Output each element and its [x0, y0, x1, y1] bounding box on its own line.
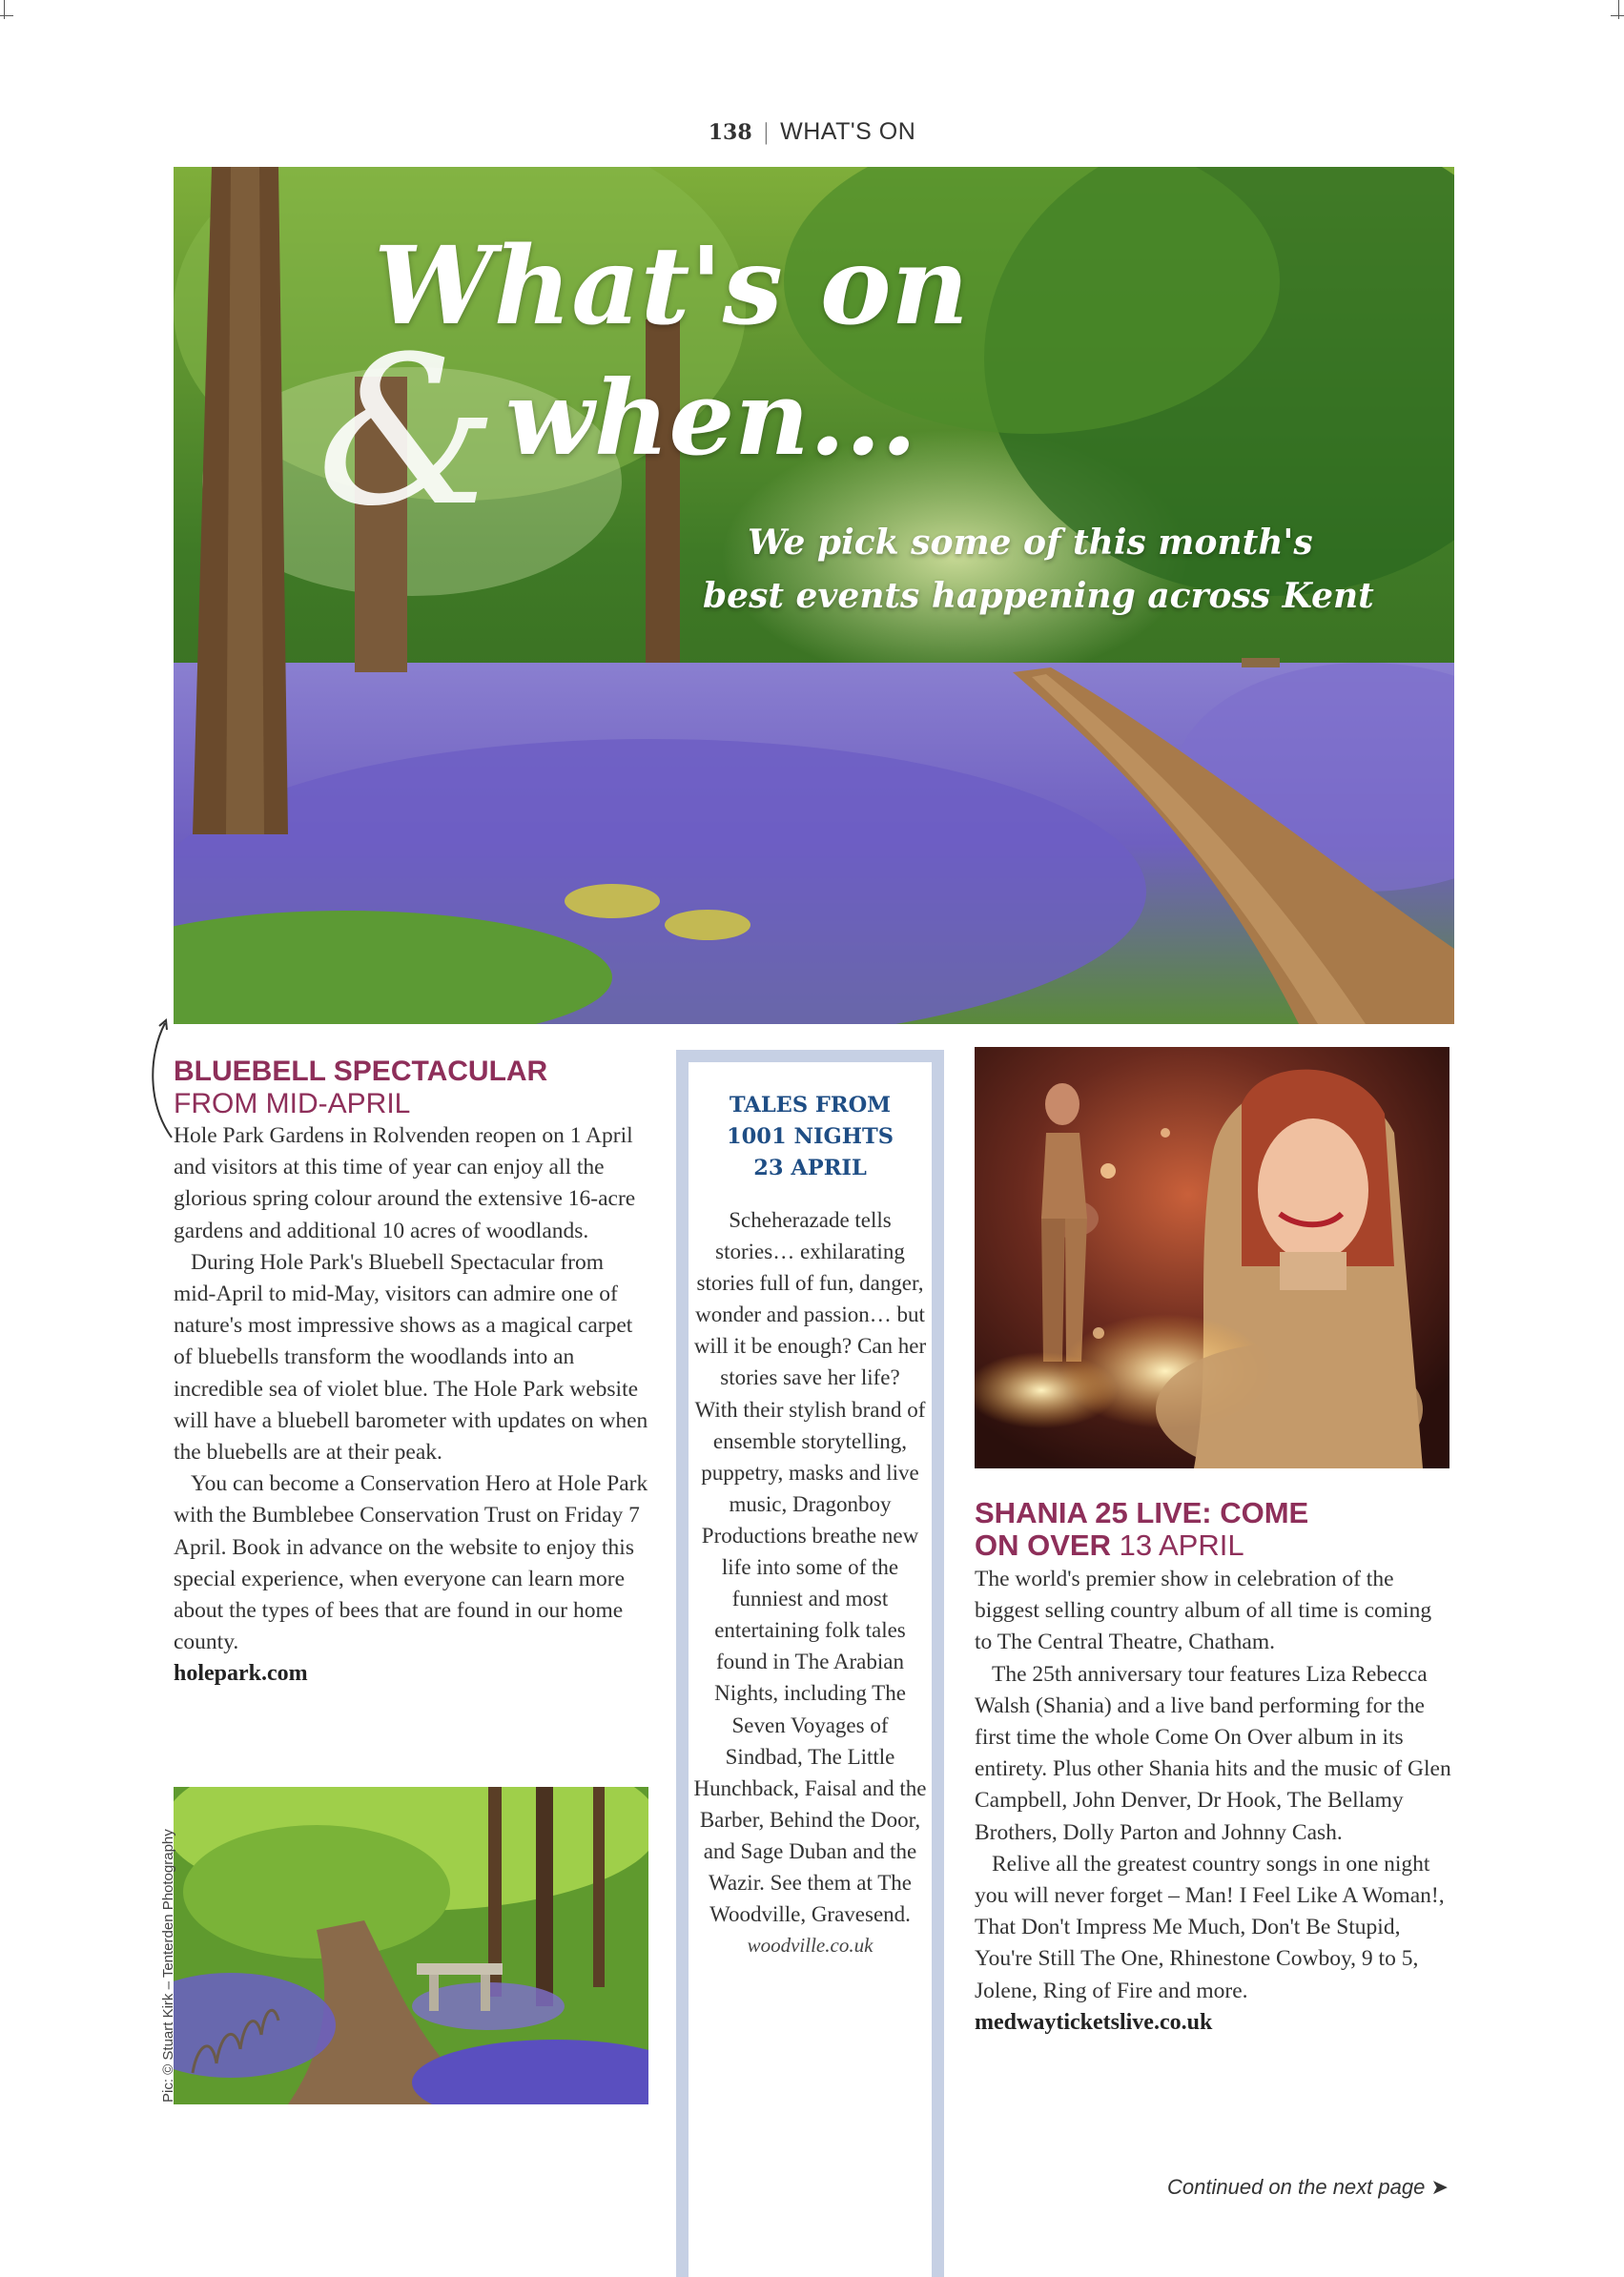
shania-url[interactable]: medwayticketslive.co.uk [975, 2009, 1213, 2035]
hero-subtitle-line2: best events happening across Kent [703, 576, 1374, 616]
paragraph: Hole Park Gardens in Rolvenden reopen on 1 April and visitors at this time of year can enjoy all the glorious spring colour around the extensive 16-acre gardens and additional 10 acres of woodlands. [174, 1123, 636, 1243]
shania-heading-line2: ON OVER [975, 1528, 1111, 1562]
woodland-path-illustration [174, 1787, 648, 2104]
tales-body [689, 1204, 932, 1961]
tales-sidebar [676, 1050, 944, 2277]
hero-subtitle [703, 516, 1374, 623]
decorative-arc [148, 1018, 176, 1142]
shania-body [975, 1564, 1451, 2007]
paragraph: During Hole Park's Bluebell Spectacular from mid-April to mid-May, visitors can admire one of nature's most impressive shows as a magical carpet of bluebells transform the woodlands into an incredible sea of violet blue. The Hole Park website will have a bluebell barometer with updates on when the bluebells are at their peak. [174, 1249, 648, 1466]
continued-note[interactable] [1167, 2175, 1449, 2200]
bluebell-date: FROM MID-APRIL [174, 1088, 411, 1119]
crop-mark [0, 15, 13, 16]
hero-title-line1: What's on [374, 224, 969, 349]
hero-ampersand: & [317, 312, 500, 551]
performer-illustration [975, 1047, 1449, 1468]
hero-subtitle-line1: We pick some of this month's [748, 523, 1313, 563]
paragraph: With their stylish brand of ensemble storytelling, puppetry, masks and live music, Dragonboy Productions breathe new life into some of the funniest and most entertaining folk tales found in The Arabian Nights, including The Seven Voyages of Sindbad, The Little Hunchback, Faisal and the Barber, Behind the Door, and Sage Duban and the Wazir. See them at The Woodville, Gravesend. [693, 1397, 927, 1927]
shania-article [975, 1497, 1451, 2039]
shania-performer-photo [975, 1047, 1449, 1468]
paragraph: The world's premier show in celebration of the biggest selling country album of all time is coming to The Central Theatre, Chatham. [975, 1567, 1432, 1655]
crop-mark [1611, 15, 1624, 16]
crop-mark [1618, 0, 1619, 19]
bluebell-heading: BLUEBELL SPECTACULAR [174, 1056, 548, 1087]
header-separator: | [763, 119, 769, 145]
arrow-right-icon: ➤ [1430, 2175, 1449, 2199]
page-number: 138 [708, 120, 752, 145]
bluebell-article [174, 1056, 650, 1690]
tales-heading [689, 1090, 932, 1184]
section-title: WHAT'S ON [780, 118, 916, 145]
bluebell-body [174, 1120, 650, 1658]
hero-title-line2: when... [505, 359, 917, 479]
continued-text: Continued on the next page [1167, 2175, 1426, 2199]
woodland-path-photo [174, 1787, 648, 2104]
paragraph: The 25th anniversary tour features Liza Rebecca Walsh (Shania) and a live band performing for the first time the whole Come On Over album in its entirety. Plus other Shania hits and the music of Glen Campbell, John Denver, Dr Hook, The Bellamy Brothers, Dolly Parton and Johnny Cash. [975, 1661, 1451, 1845]
page-header [0, 118, 1624, 146]
hero-image [174, 167, 1454, 1024]
shania-heading-line1: SHANIA 25 LIVE: COME [975, 1496, 1309, 1529]
shania-date: 13 APRIL [1119, 1528, 1244, 1562]
paragraph: Scheherazade tells stories… exhilarating stories full of fun, danger, wonder and passion… but will it be enough? Can her stories save her life? [693, 1208, 927, 1390]
paragraph: You can become a Conservation Hero at Hole Park with the Bumblebee Conservation Trust on Friday 7 April. Book in advance on the website to enjoy this special experience, when everyone can learn more about the types of bees that are found in our home county. [174, 1471, 648, 1655]
bluebell-url[interactable]: holepark.com [174, 1661, 308, 1687]
paragraph: Relive all the greatest country songs in one night you will never forget – Man! I Feel Like A Woman!, That Don't Impress Me Much, Don't Be Stupid, You're Still The One, Rhinestone Cowboy, 9 to 5, Jolene, Ring of Fire and more. [975, 1851, 1445, 2003]
tales-heading-line1: TALES FROM [729, 1093, 892, 1118]
tales-heading-line2: 1001 NIGHTS [726, 1124, 894, 1149]
shania-heading [975, 1497, 1451, 1562]
crop-mark [4, 0, 5, 19]
tales-url[interactable]: woodville.co.uk [747, 1934, 874, 1958]
tales-heading-date: 23 APRIL [753, 1156, 867, 1180]
photo-credit: Pic: © Stuart Kirk – Tenterden Photography [160, 1829, 176, 2103]
